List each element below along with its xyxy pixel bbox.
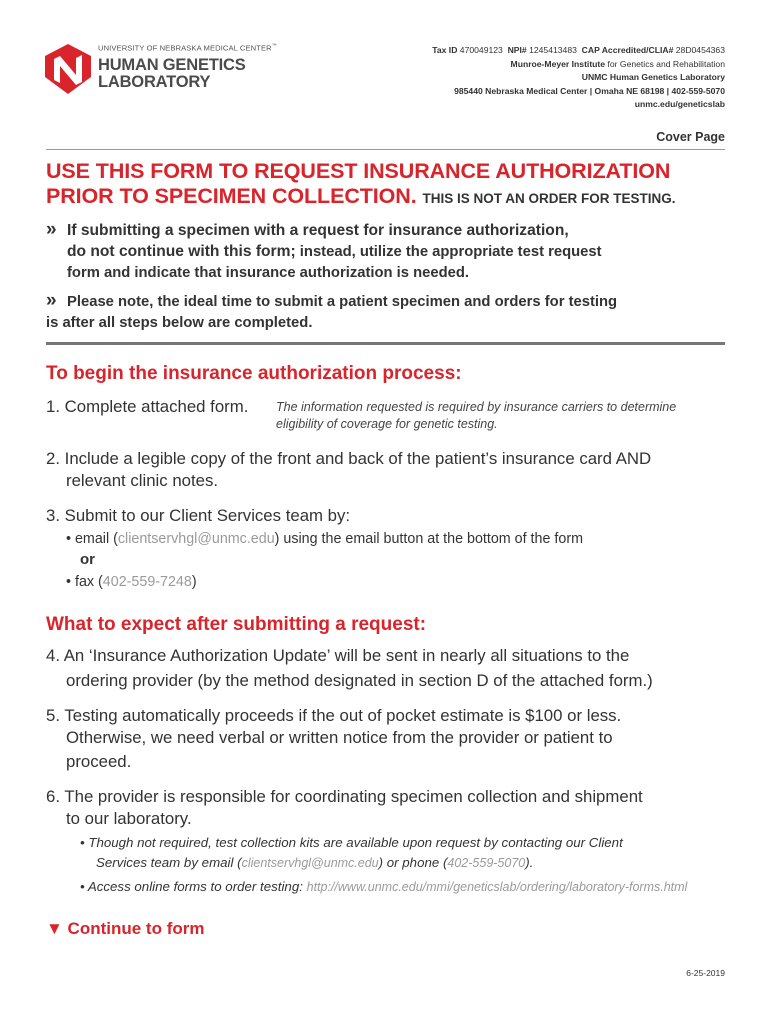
forms-url-link[interactable]: http://www.unmc.edu/mmi/geneticslab/ordering/laboratory-forms.html — [306, 880, 688, 894]
kits-note-line1: • Though not required, test collection kits are available upon request by contacting our Client — [80, 835, 623, 850]
step-4-line1: 4. An ‘Insurance Authorization Update’ will be sent in nearly all situations to the — [46, 646, 630, 665]
online-forms-note: • Access online forms to order testing: http://www.unmc.edu/mmi/geneticslab/ordering/laboratory-forms.html — [80, 879, 688, 894]
step-5-line3: proceed. — [66, 752, 132, 771]
kits-phone: 402-559-5070 — [447, 856, 526, 870]
unmc-logo-mark — [45, 44, 91, 94]
address-line: 985440 Nebraska Medical Center | Omaha NE 68198 | 402-559-5070 — [454, 86, 725, 96]
title-subnote: THIS IS NOT AN ORDER FOR TESTING. — [422, 191, 676, 206]
website-link[interactable]: unmc.edu/geneticslab — [634, 99, 725, 109]
step-5-line1: 5. Testing automatically proceeds if the out of pocket estimate is $100 or less. — [46, 706, 622, 725]
step-2-line1: 2. Include a legible copy of the front and back of the patient’s insurance card AND — [46, 449, 652, 468]
email-link[interactable]: clientservhgl@unmc.edu — [117, 531, 275, 547]
step-4-line2: ordering provider (by the method designated in section D of the attached form.) — [66, 671, 653, 690]
section-heading-expect: What to expect after submitting a request: — [46, 614, 427, 635]
continue-to-form-link[interactable]: ▼ Continue to form — [46, 919, 205, 938]
or-label: or — [80, 551, 95, 568]
divider — [46, 149, 725, 150]
fax-number: 402-559-7248 — [102, 574, 192, 590]
step-1: 1. Complete attached form. — [46, 397, 249, 416]
step-6-line2: to our laboratory. — [66, 809, 192, 828]
institution-name: UNIVERSITY OF NEBRASKA MEDICAL CENTER™ — [98, 43, 277, 53]
tax-npi-clia-line: Tax ID 470049123 NPI# 1245413483 CAP Accredited/CLIA# 28D0454363 — [432, 45, 725, 55]
section-heading-begin: To begin the insurance authorization process: — [46, 363, 462, 384]
institute-line: Munroe-Meyer Institute for Genetics and Rehabilitation — [510, 59, 725, 69]
kits-note-line2: Services team by email (clientservhgl@unmc.edu) or phone (402-559-5070). — [96, 855, 534, 870]
title-line2: PRIOR TO SPECIMEN COLLECTION. THIS IS NOT AN ORDER FOR TESTING. — [46, 184, 676, 208]
cover-page-label: Cover Page — [656, 130, 725, 144]
step-2-line2: relevant clinic notes. — [66, 471, 219, 490]
revision-date: 6-25-2019 — [686, 968, 725, 978]
step-3: 3. Submit to our Client Services team by: — [46, 506, 351, 525]
title-line1: USE THIS FORM TO REQUEST INSURANCE AUTHORIZATION — [46, 159, 671, 183]
kits-email-link[interactable]: clientservhgl@unmc.edu — [241, 856, 379, 870]
lab-name-line2: LABORATORY — [98, 73, 211, 91]
submit-fax: • fax (402-559-7248) — [66, 574, 197, 590]
step-1-note-line2: eligibility of coverage for genetic testing. — [276, 417, 498, 431]
lab-name-line1: HUMAN GENETICS — [98, 56, 246, 74]
lab-line: UNMC Human Genetics Laboratory — [581, 72, 725, 82]
step-6-line1: 6. The provider is responsible for coordinating specimen collection and shipment — [46, 787, 643, 806]
section-divider — [46, 342, 725, 345]
step-1-note-line1: The information requested is required by insurance carriers to determine — [276, 400, 677, 414]
submit-email: • email (clientservhgl@unmc.edu) using the email button at the bottom of the form — [66, 531, 584, 547]
step-5-line2: Otherwise, we need verbal or written notice from the provider or patient to — [66, 728, 613, 747]
